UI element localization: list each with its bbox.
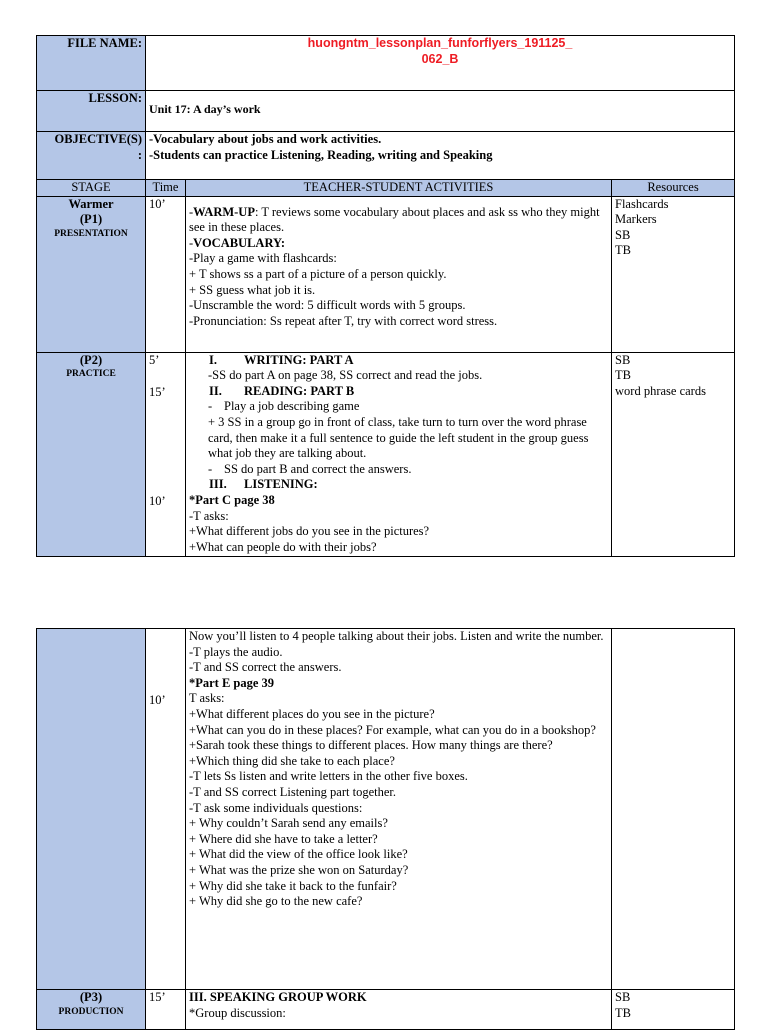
- activities-cell-p2: I. WRITING: PART A -SS do part A on page 38, SS correct and read the jobs. II. READING: PART B - Play a job describing game + 3 SS in a group go in front of class, take turn to turn over the word phrase card, then make it a full sentence to guide the left student in the group guess what job they are talking about. - SS do part B and correct the answers. III. LISTENING: *Part C page 38 -T asks: +What different jobs do you see in the pictures? +What can people do with their jobs?: [186, 352, 612, 556]
- objectives-list: -Vocabulary about jobs and work activities. -Students can practice Listening, Reading, writing and Speaking: [146, 132, 735, 180]
- col-header-resources: Resources: [612, 180, 735, 197]
- col-header-stage: STAGE: [37, 180, 146, 197]
- col-header-time: Time: [146, 180, 186, 197]
- activities-cell-p1: -WARM-UP: T reviews some vocabulary about places and ask ss who they might see in these places. -VOCABULARY: -Play a game with flashcards: + T shows ss a part of a picture of a person quickly. + SS guess what job it is. -Unscramble the word: 5 difficult words with 5 groups. -Pronunciation: Ss repeat after T, try with correct word stress.: [186, 196, 612, 352]
- activities-cell-p3: III. SPEAKING GROUP WORK *Group discussion:: [186, 990, 612, 1030]
- lesson-plan-table-1: [36, 35, 735, 557]
- activities-cell-p2-continued: Now you’ll listen to 4 people talking about their jobs. Listen and write the number. -T plays the audio. -T and SS correct the answers. *Part E page 39 T asks: +What different places do you see in the picture? +What can you do in these places? For example, what can you do in a bookshop? +Sarah took these things to different places. How many things are there? +Which thing did she take to each place? -T lets Ss listen and write letters in the other five boxes. -T and SS correct Listening part together. -T ask some individuals questions: + Why couldn’t Sarah send any emails? + Where did she have to take a letter? + What did the view of the office look like? + What was the prize she won on Saturday? + Why did she take it back to the funfair? + Why did she go to the new cafe?: [186, 629, 612, 990]
- resources-cell-p3: SB TB: [612, 990, 735, 1030]
- resources-cell-p1: Flashcards Markers SB TB: [612, 196, 735, 352]
- time-cell-p2: 5’ 15’ 10’: [146, 352, 186, 556]
- stage-row-p2-continued: [37, 629, 735, 990]
- stage-cell-p2: (P2) PRACTICE: [37, 352, 146, 556]
- lesson-plan-table-2: [36, 628, 735, 1030]
- col-header-activities: TEACHER-STUDENT ACTIVITIES: [186, 180, 612, 197]
- lesson-label: LESSON:: [37, 91, 146, 132]
- time-cell-p1: 10’: [146, 196, 186, 352]
- time-cell-p2-continued: 10’: [146, 629, 186, 990]
- objectives-label: OBJECTIVE(S) :: [37, 132, 146, 180]
- stage-row-p1: [37, 196, 735, 352]
- file-name-value: huongntm_lessonplan_funforflyers_191125_ 062_B: [146, 36, 735, 91]
- file-name-label: FILE NAME:: [37, 36, 146, 91]
- stage-cell-p3: (P3) PRODUCTION: [37, 990, 146, 1030]
- resources-cell-p2: SB TB word phrase cards: [612, 352, 735, 556]
- stage-cell-p1: Warmer (P1) PRESENTATION: [37, 196, 146, 352]
- time-cell-p3: 15’: [146, 990, 186, 1030]
- resources-cell-p2-continued: [612, 629, 735, 990]
- stage-cell-p2-continued: [37, 629, 146, 990]
- stage-row-p2: [37, 352, 735, 556]
- lesson-value: Unit 17: A day’s work: [146, 91, 735, 132]
